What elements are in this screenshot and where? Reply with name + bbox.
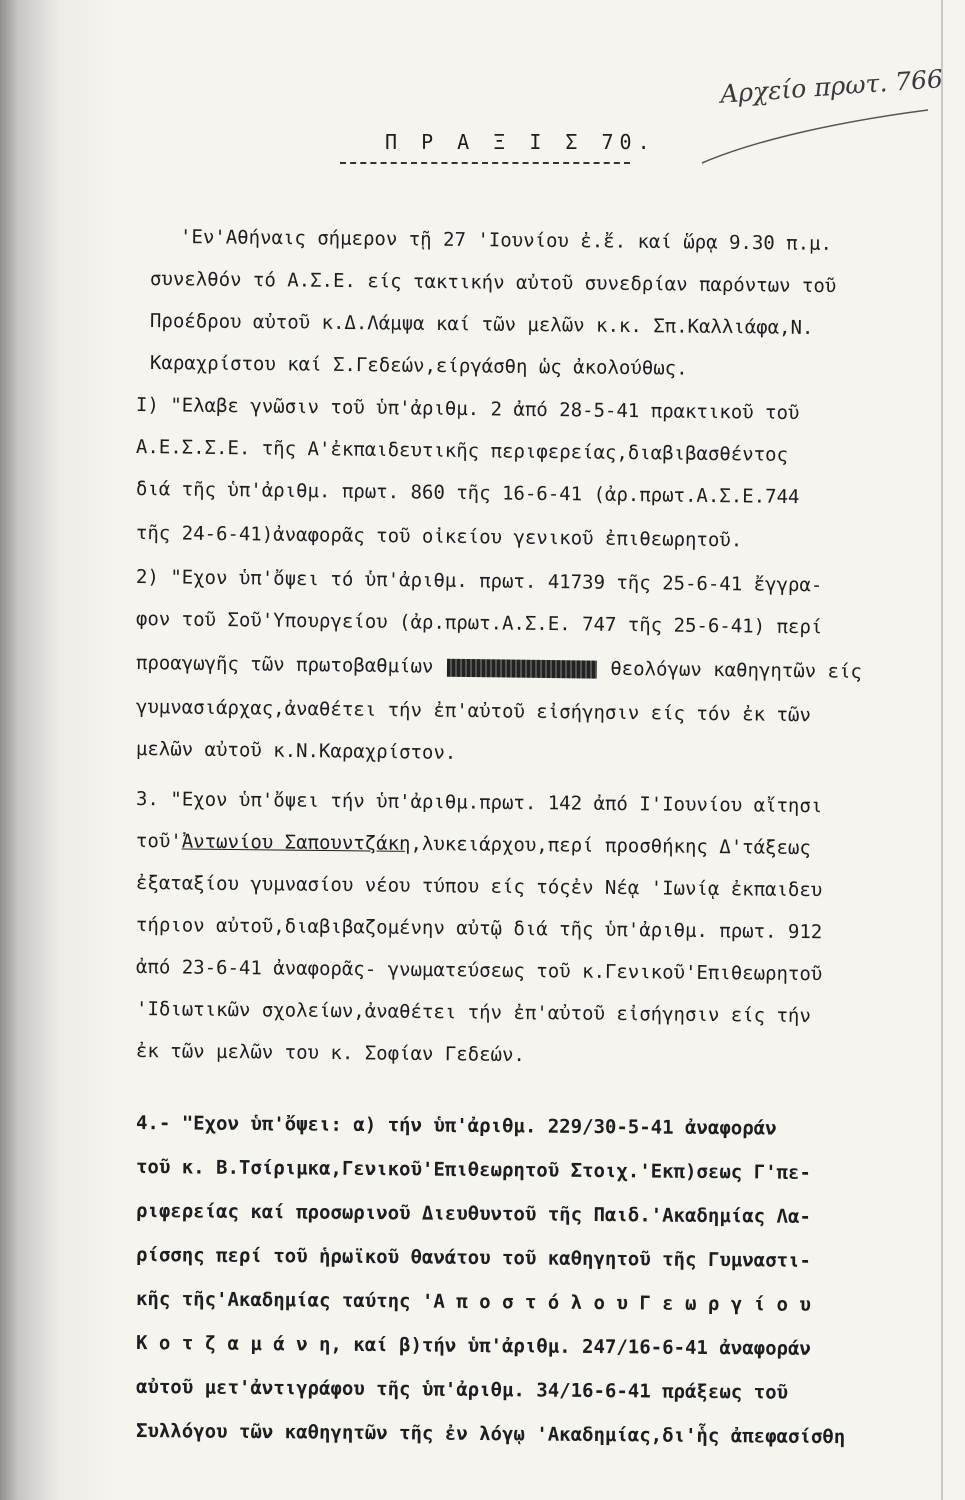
text-line: γυμνασιάρχας,ἀναθέτει τήν ἐπ'αὐτοῦ εἰσήγησιν είς τόν ἐκ τῶν <box>135 696 811 727</box>
text-line-with-underlined-name <box>136 830 811 859</box>
text-segment: θεολόγων καθηγητῶν είς <box>610 657 863 683</box>
handwritten-annotation: Αρχείο πρωτ. 766 <box>719 64 944 109</box>
text-segment: προαγωγῆς τῶν πρωτοβαθμίων <box>135 652 434 678</box>
text-line: ρίσσης περί τοῦ ἡρωϊκοῦ θανάτου τοῦ καθηγητοῦ τῆς Γυμναστι- <box>135 1244 811 1272</box>
text-line: διά τῆς ὑπ'ἀριθμ. πρωτ. 860 τῆς 16-6-41 (ἀρ.πρωτ.Α.Σ.Ε.744 <box>135 478 800 509</box>
text-line: Συλλόγου τῶν καθηγητῶν τῆς ἐν λόγῳ 'Ακαδημίας,δι'ἧς ἀπεφασίσθη <box>135 1420 846 1449</box>
text-line: 4.- "Εχον ὑπ'ὄψει: α) τήν ὑπ'ἀριθμ. 229/30-5-41 ἀναφοράν <box>135 1112 777 1140</box>
document-title: Π Ρ Α Ξ Ι Σ 70. <box>385 130 656 154</box>
text-line: 'Ιδιωτικῶν σχολείων,ἀναθέτει τήν ἐπ'αὐτοῦ εἰσήγησιν είς τήν <box>135 998 811 1028</box>
text-line: ἀπό 23-6-41 ἀναφορᾶς- γνωματεύσεως τοῦ κ.Γενικοῦ'Επιθεωρητοῦ <box>135 956 823 986</box>
text-line: ἐξαταξίου γυμνασίου νέου τύπου είς τόςἐν Νέᾳ 'Ιωνίᾳ ἐκπαιδευ <box>135 872 823 902</box>
text-line: ριφερείας καί προσωρινοῦ Διευθυντοῦ τῆς Παιδ.'Ακαδημίας Λα- <box>135 1200 811 1228</box>
scan-right-edge <box>941 0 943 1500</box>
text-line: τῆς 24-6-41)ἀναφορᾶς τοῦ οἰκείου γενικοῦ ἐπιθεωρητοῦ. <box>135 522 743 552</box>
text-line: συνελθόν τό Α.Σ.Ε. είς τακτικήν αὐτοῦ συνεδρίαν παρόντων τοῦ <box>149 268 837 298</box>
text-line: Προέδρου αὐτοῦ κ.Δ.Λάμψα καί τῶν μελῶν κ.κ. Σπ.Καλλιάφα,Ν. <box>149 310 814 339</box>
annotation-underline <box>700 108 930 168</box>
scan-edge-shadow <box>0 0 120 1500</box>
redaction-mark <box>447 658 597 678</box>
text-line: φον τοῦ Σοῦ'Υπουργείου (ἀρ.πρωτ.Α.Σ.Ε. 747 τῆς 25-6-41) περί <box>135 608 823 639</box>
text-segment: ,λυκειάρχου,περί προσθήκης Δ'τάξεως <box>410 832 812 860</box>
underlined-name: Ἀντωνίου Σαπουντζάκη <box>181 830 411 855</box>
text-line: 2) "Εχον ὑπ'ὄψει τό ὑπ'ἀριθμ. πρωτ. 41739 τῆς 25-6-41 ἔγγρα- <box>135 566 823 597</box>
text-line: I) "Ελαβε γνῶσιν τοῦ ὑπ'ἀριθμ. 2 ἀπό 28-5-41 πρακτικοῦ τοῦ <box>135 394 800 425</box>
text-line: ἐκ τῶν μελῶν του κ. Σοφίαν Γεδεών. <box>135 1040 526 1067</box>
text-line: Καραχρίστου καί Σ.Γεδεών,είργάσθη ὡς ἀκολούθως. <box>149 352 688 380</box>
text-line: αὐτοῦ μετ'ἀντιγράφου τῆς ὑπ'ἀριθμ. 34/16-6-41 πράξεως τοῦ <box>135 1376 789 1404</box>
text-line: Α.Ε.Σ.Σ.Ε. τῆς Α'ἐκπαιδευτικῆς περιφερείας,διαβιβασθέντος <box>135 436 789 466</box>
text-line: Κ ο τ ζ α μ ά ν η, καί β)τήν ὑπ'ἀριθμ. 247/16-6-41 ἀναφοράν <box>135 1332 811 1360</box>
text-line-with-redaction <box>136 652 862 683</box>
text-line: 'Εν'Αθήναις σήμερον τῇ 27 'Ιουνίου ἐ.ἔ. καί ὥρᾳ 9.30 π.μ. <box>179 226 833 255</box>
text-line: τοῦ κ. Β.Τσίριμκα,Γενικοῦ'Επιθεωρητοῦ Στοιχ.'Εκπ)σεως Γ'πε- <box>135 1156 811 1184</box>
text-line: τήριον αὐτοῦ,διαβιβαζομένην αὐτῷ διά τῆς ὑπ'ἀριθμ. πρωτ. 912 <box>135 914 823 944</box>
title-underline <box>340 162 630 164</box>
text-line: μελῶν αὐτοῦ κ.Ν.Καραχρίστον. <box>135 738 457 764</box>
text-segment: τοῦ' <box>135 830 182 853</box>
text-line: 3. "Εχον ὑπ'ὄψει τήν ὑπ'ἀριθμ.πρωτ. 142 ἀπό I'Ιουνίου αἴτησι <box>135 788 823 818</box>
text-line: κῆς τῆς'Ακαδημίας ταύτης 'Α π ο σ τ ό λ ο υ Γ ε ω ρ γ ί ο υ <box>135 1288 811 1316</box>
